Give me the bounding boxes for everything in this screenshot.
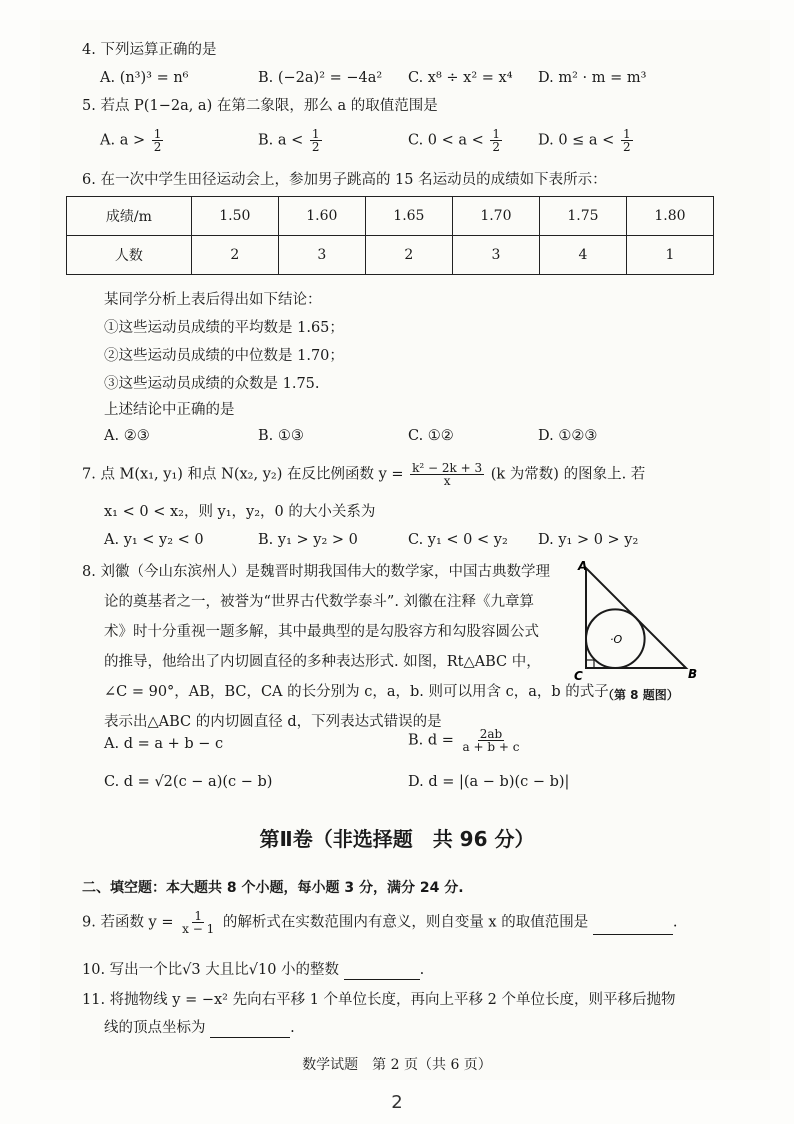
table-cell: 3 [452,236,539,275]
q8-figure-caption: （第 8 题图） [602,688,679,702]
table-cell: 3 [278,236,365,275]
table-cell: 1.80 [626,197,713,236]
q5-d-den: 2 [622,140,631,154]
table-cell: 1.75 [539,197,626,236]
q8-line-4: 的推导，他给出了内切圆直径的多种表达形式. 如图，Rt△ABC 中， [104,654,541,670]
q4-stem: 4. 下列运算正确的是 [82,42,217,58]
q11-answer-blank[interactable] [210,1021,290,1038]
table-cell: 2 [191,236,278,275]
q8-line-3: 术》时十分重视一题多解，其中最典型的是勾股容方和勾股容圆公式 [104,624,539,640]
section-part-2-heading: 二、填空题：本大题共 8 个小题，每小题 3 分，满分 24 分. [82,880,464,896]
q6-stem: 6. 在一次中学生田径运动会上，参加男子跳高的 15 名运动员的成绩如下表所示： [82,172,607,188]
q5-b-num: 1 [311,127,320,141]
label-c: C [574,669,583,683]
q8-option-b [408,728,523,753]
q5-c-num: 1 [492,127,501,141]
q5-option-a-text: A. a > [100,132,146,149]
q9-frac-num: 1 [194,909,202,923]
q9-frac-den: x − 1 [182,922,215,936]
right-angle-mark [586,660,594,668]
q8-option-b-text: B. d = [408,732,454,749]
table-header-cell: 成绩/m [67,197,192,236]
q7-option-c: C. y₁ < 0 < y₂ [408,532,508,548]
q5-option-a [100,128,165,153]
q5-option-c [408,128,504,153]
q5-option-b [258,128,324,153]
q5-option-c-text: C. 0 < a < [408,132,484,149]
table-cell: 1.60 [278,197,365,236]
q4-option-a: A. (n³)³ = n⁶ [100,70,189,86]
q6-score-table [66,196,714,275]
q5-a-num: 1 [153,127,162,141]
q10-stem: 10. 写出一个比√3 大且比√10 小的整数 . [82,962,425,978]
q9-fraction [180,910,216,935]
q5-option-d-fraction [621,128,633,153]
q5-stem: 5. 若点 P(1−2a, a) 在第二象限，那么 a 的取值范围是 [82,98,438,114]
q5-option-b-text: B. a < [258,132,304,149]
q11-line-1: 11. 将抛物线 y = −x² 先向右平移 1 个单位长度，再向上平移 2 个单位长度，则平移后抛物 [82,992,676,1008]
table-cell: 2 [365,236,452,275]
q5-option-b-fraction [310,128,322,153]
q8-option-d: D. d = |(a − b)(c − b)| [408,774,570,790]
page-number: 2 [391,1092,403,1113]
q8-option-c: C. d = √2(c − a)(c − b) [104,774,273,790]
label-b: B [688,667,698,681]
q10-stem-text: 10. 写出一个比√3 大且比√10 小的整数 [82,962,340,978]
q8-line-6: 表示出△ABC 的内切圆直径 d，下列表达式错误的是 [104,714,442,730]
q7-fraction [410,462,484,487]
q7-option-d: D. y₁ > 0 > y₂ [538,532,639,548]
q10-answer-blank[interactable] [344,963,420,980]
q9-stem: 9. 若函数 y = $\frac{1}{x - 1}$ 的解析式在实数范围内有意义，则自变量 x 的取值范围是 . [82,909,678,936]
q7-option-b: B. y₁ > y₂ > 0 [258,532,358,548]
q5-option-d [538,128,635,153]
q7-stem-pre: 7. 点 M(x₁, y₁) 和点 N(x₂, y₂) 在反比例函数 y = [82,466,404,483]
table-row [67,236,714,275]
table-cell: 1.65 [365,197,452,236]
q6-ask: 上述结论中正确的是 [104,402,235,418]
q7-frac-num: k² − 2k + 3 [412,461,483,475]
q5-a-den: 2 [153,140,162,154]
q6-conclusion-2: ②这些运动员成绩的中位数是 1.70； [104,348,344,364]
q8-line-1: 8. 刘徽（今山东滨州人）是魏晋时期我国伟大的数学家，中国古典数学理 [82,564,550,580]
table-cell: 1.70 [452,197,539,236]
page-footer: 数学试题 第 2 页（共 6 页） [302,1057,492,1073]
q6-conclusion-1: ①这些运动员成绩的平均数是 1.65； [104,320,344,336]
q11-line-2-text: 线的顶点坐标为 [104,1020,206,1036]
q4-option-d: D. m² · m = m³ [538,70,647,86]
q8-triangle-figure [570,558,700,684]
q8-option-b-fraction [461,728,522,753]
q8-line-2: 论的奠基者之一，被誉为“世界古代数学泰斗”. 刘徽在注释《九章算 [104,594,535,610]
q7-line2: x₁ < 0 < x₂，则 y₁，y₂，0 的大小关系为 [104,504,376,520]
q5-b-den: 2 [311,140,320,154]
q7-frac-den: x [443,474,451,488]
label-o: ·O [610,633,623,646]
q4-option-b: B. (−2a)² = −4a² [258,70,383,86]
table-cell: 1 [626,236,713,275]
q6-option-a: A. ②③ [104,428,150,444]
q8-line-5: ∠C = 90°，AB，BC，CA 的长分别为 c，a，b. 则可以用含 c，a，b 的式子 [104,684,609,700]
q8-b-den: a + b + c [462,740,520,754]
q6-option-c: C. ①② [408,428,454,444]
label-a: A [578,559,588,573]
q9-stem-post: 的解析式在实数范围内有意义，则自变量 x 的取值范围是 [222,914,589,931]
q11-line-2: 线的顶点坐标为 . [104,1020,295,1036]
q7-stem [82,462,645,487]
q9-answer-blank[interactable] [593,918,673,935]
q5-option-d-text: D. 0 ≤ a < [538,132,615,149]
q5-d-num: 1 [622,127,631,141]
q5-option-a-fraction [152,128,164,153]
q7-stem-post: (k 为常数) 的图象上. 若 [490,466,646,483]
q8-option-a: A. d = a + b − c [104,736,224,752]
q4-option-c: C. x⁸ ÷ x² = x⁴ [408,70,513,86]
q5-c-den: 2 [492,140,501,154]
q6-option-b: B. ①③ [258,428,304,444]
q9-stem-pre: 9. 若函数 y = [82,914,174,931]
section-title: 第Ⅱ卷（非选择题 共 96 分） [259,827,535,851]
q8-b-num: 2ab [479,727,503,741]
q5-option-c-fraction [490,128,502,153]
q6-option-d: D. ①②③ [538,428,598,444]
table-cell: 1.50 [191,197,278,236]
table-row [67,197,714,236]
table-header-cell: 人数 [67,236,192,275]
q6-conclusion-3: ③这些运动员成绩的众数是 1.75. [104,376,320,392]
table-cell: 4 [539,236,626,275]
q7-option-a: A. y₁ < y₂ < 0 [104,532,204,548]
q6-lead: 某同学分析上表后得出如下结论： [104,292,322,308]
